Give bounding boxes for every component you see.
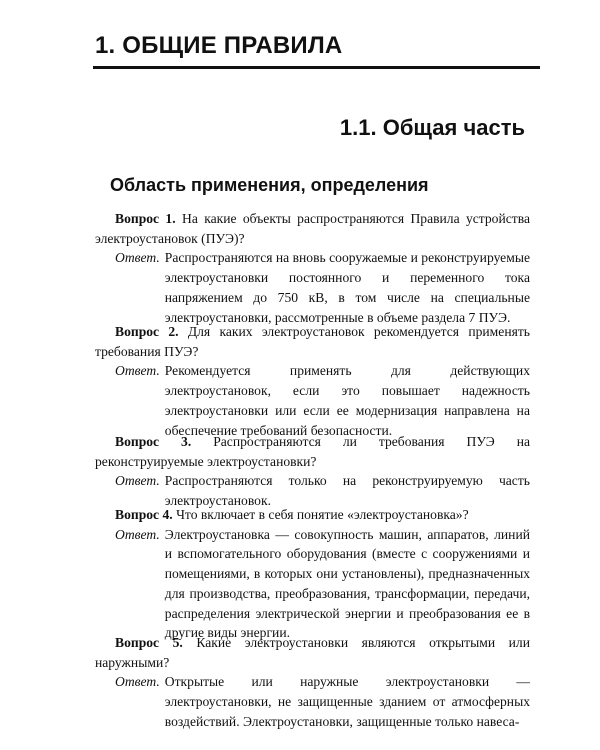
question-block-2 — [95, 322, 530, 440]
question-text: Что включает в себя понятие «электроустановка»? — [176, 507, 469, 522]
question — [95, 322, 530, 361]
subsection-title: Область применения, определения — [110, 175, 429, 195]
question — [95, 209, 530, 248]
answer — [95, 361, 530, 440]
answer — [95, 672, 530, 731]
question — [95, 633, 530, 672]
question-label: Вопрос 1. — [115, 211, 176, 226]
question-text: На какие объекты распространяются Правила устройства электроустановок (ПУЭ)? — [95, 211, 531, 246]
answer-label: Ответ. — [115, 250, 160, 266]
answer-text: Рекомендуется применять для действующих электроустановок, если это повышает надежность электроустановки или если ее модернизация направлена на обеспечение требований безопасности. — [164, 363, 530, 438]
question — [95, 505, 530, 525]
question-text: Какие электроустановки являются открытыми или наружными? — [95, 635, 530, 670]
question-label: Вопрос 3. — [115, 434, 192, 449]
chapter-underline — [93, 66, 540, 69]
section-title: 1.1. Общая часть — [339, 115, 525, 140]
question — [95, 432, 530, 471]
answer — [95, 248, 530, 327]
question-block-1 — [95, 209, 530, 327]
question-label: Вопрос 5. — [115, 635, 183, 650]
answer — [95, 525, 530, 643]
answer-label: Ответ. — [115, 473, 160, 489]
answer-label: Ответ. — [115, 526, 160, 542]
answer-text: Распространяются на вновь сооружаемые и реконструируемые электроустановки постоянного и переменного тока напряжением до 750 кВ, в том числе на специальные электроустановки, рассмотренные в объеме раздела 7 ПУЭ. — [164, 250, 530, 325]
answer-label: Ответ. — [115, 363, 160, 379]
answer-text: Электроустановка — совокупность машин, аппаратов, линий и вспомогательного оборудования (вместе с сооружениями и помещениями, в которых они установлены), предназначенных для производства, преобразования, трансформации, передачи, распределения электрической энергии и преобразования ее в другие виды энергии. — [164, 526, 530, 641]
question-label: Вопрос 2. — [115, 324, 179, 339]
chapter-title: 1. ОБЩИЕ ПРАВИЛА — [95, 32, 343, 59]
question-text: Для каких электроустановок рекомендуется применять требования ПУЭ? — [95, 324, 530, 359]
answer-text: Распространяются только на реконструируемую часть электроустановок. — [164, 473, 530, 509]
answer-label: Ответ. — [115, 674, 160, 690]
answer-text: Открытые или наружные электроустановки — электроустановки, не защищенные зданием от атмосферных воздействий. Электроустановки, защищенные только навеса- — [164, 674, 530, 729]
question-label: Вопрос 4. — [115, 507, 173, 522]
question-block-4 — [95, 505, 530, 643]
question-block-5 — [95, 633, 530, 732]
question-text: Распространяются ли требования ПУЭ на реконструируемые электроустановки? — [95, 434, 530, 469]
question-block-3 — [95, 432, 530, 511]
